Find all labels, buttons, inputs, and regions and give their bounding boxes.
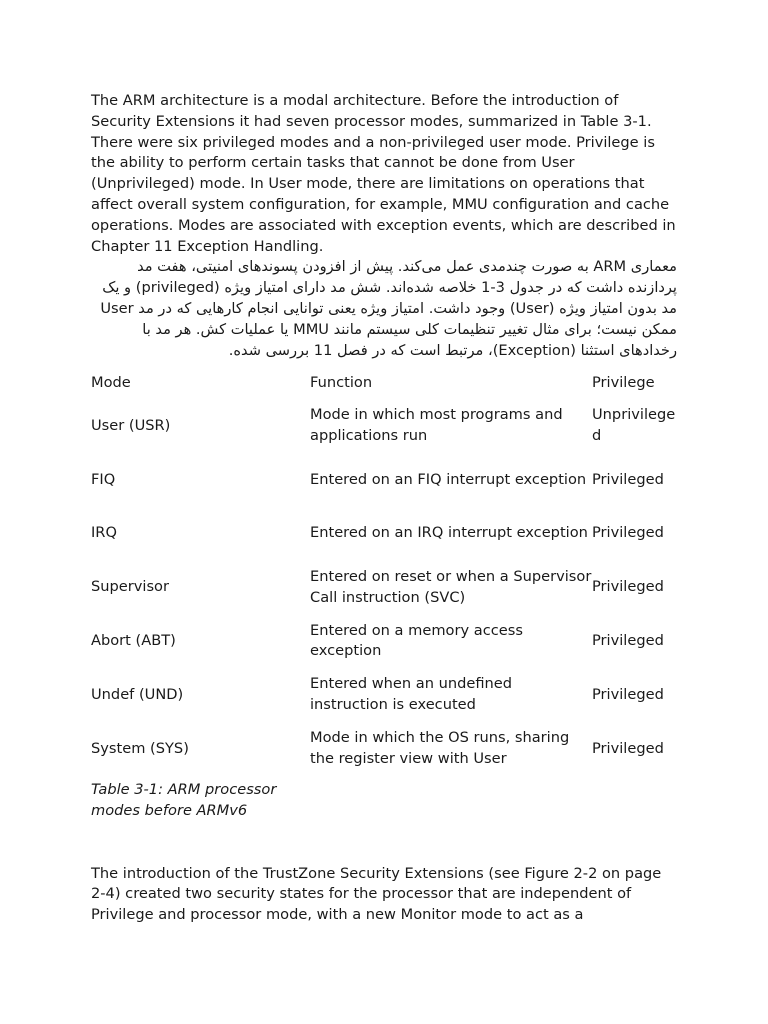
- table-caption: Table 3-1: ARM processor modes before ARMv6: [91, 780, 277, 819]
- arm-modes-table: [91, 371, 679, 776]
- mode-cell: FIQ: [91, 470, 116, 488]
- table-header-row: [91, 371, 679, 399]
- mode-cell: Supervisor: [91, 578, 169, 596]
- table-row: [91, 668, 679, 722]
- mode-cell: IRQ: [91, 524, 117, 542]
- intro-paragraph: The ARM architecture is a modal architecture. Before the introduction of Security Extensions it had seven processor modes, summarized in Table 3-1. There were six privileged modes and a non-privileged user mode. Privilege is the ability to perform certain tasks that cannot be done from User (Unprivileged) mode. In User mode, there are limitations on operations that affect overall system configuration, for example, MMU configuration and cache operations. Modes are associated with exception events, which are described in Chapter 11 Exception Handling.: [91, 92, 676, 255]
- header-function: Function: [310, 374, 373, 392]
- mode-cell: Abort (ABT): [91, 632, 176, 650]
- function-cell: Mode in which the OS runs, sharing the register view with User: [310, 729, 570, 768]
- mode-cell: System (SYS): [91, 739, 189, 757]
- table-row: [91, 722, 679, 776]
- privilege-cell: Privileged: [592, 524, 664, 542]
- function-cell: Entered on an FIQ interrupt exception: [310, 470, 587, 488]
- function-cell: Entered on a memory access exception: [310, 621, 523, 660]
- mode-cell: User (USR): [91, 416, 171, 434]
- function-cell: Entered on an IRQ interrupt exception: [310, 524, 588, 542]
- table-row: [91, 507, 679, 561]
- document-page: [91, 91, 677, 926]
- privilege-cell: Privileged: [592, 578, 664, 596]
- function-cell: Entered when an undefined instruction is executed: [310, 675, 513, 714]
- privilege-cell: Privileged: [592, 685, 664, 703]
- privilege-cell: Privileged: [592, 470, 664, 488]
- function-cell: Mode in which most programs and applications run: [310, 406, 563, 445]
- mode-cell: Undef (UND): [91, 685, 184, 703]
- function-cell: Entered on reset or when a Supervisor Call instruction (SVC): [310, 567, 592, 606]
- persian-paragraph: معماری ARM به صورت چندمدی عمل می‌کند. پیش از افزودن پسوندهای امنیتی، هفت مد پردازنده داشت که در جدول 3-1 خلاصه شده‌اند. شش مد دارای امتیاز ویژه (privileged) و یک مد بدون امتیاز ویژه (User) وجود داشت. امتیاز ویژه یعنی توانایی انجام کارهایی که در مد User ممکن نیست؛ برای مثال تغییر تنظیمات کلی سیستم مانند MMU یا عملیات کش. هر مد با رخدادهای استثنا (Exception)، مرتبط است که در فصل 11 بررسی شده‌.: [100, 258, 677, 359]
- table-row: [91, 399, 679, 453]
- privilege-cell: Privileged: [592, 739, 664, 757]
- header-mode: Mode: [91, 374, 131, 392]
- header-privilege: Privilege: [592, 374, 655, 392]
- table-row: [91, 453, 679, 507]
- privilege-cell: Unprivileged: [592, 406, 676, 445]
- table-row: [91, 615, 679, 669]
- closing-paragraph: The introduction of the TrustZone Security Extensions (see Figure 2-2 on page 2-4) created two security states for the processor that are independent of Privilege and processor mode, with a new Monitor mode to act as a: [91, 864, 662, 924]
- table-row: [91, 561, 679, 615]
- privilege-cell: Privileged: [592, 632, 664, 650]
